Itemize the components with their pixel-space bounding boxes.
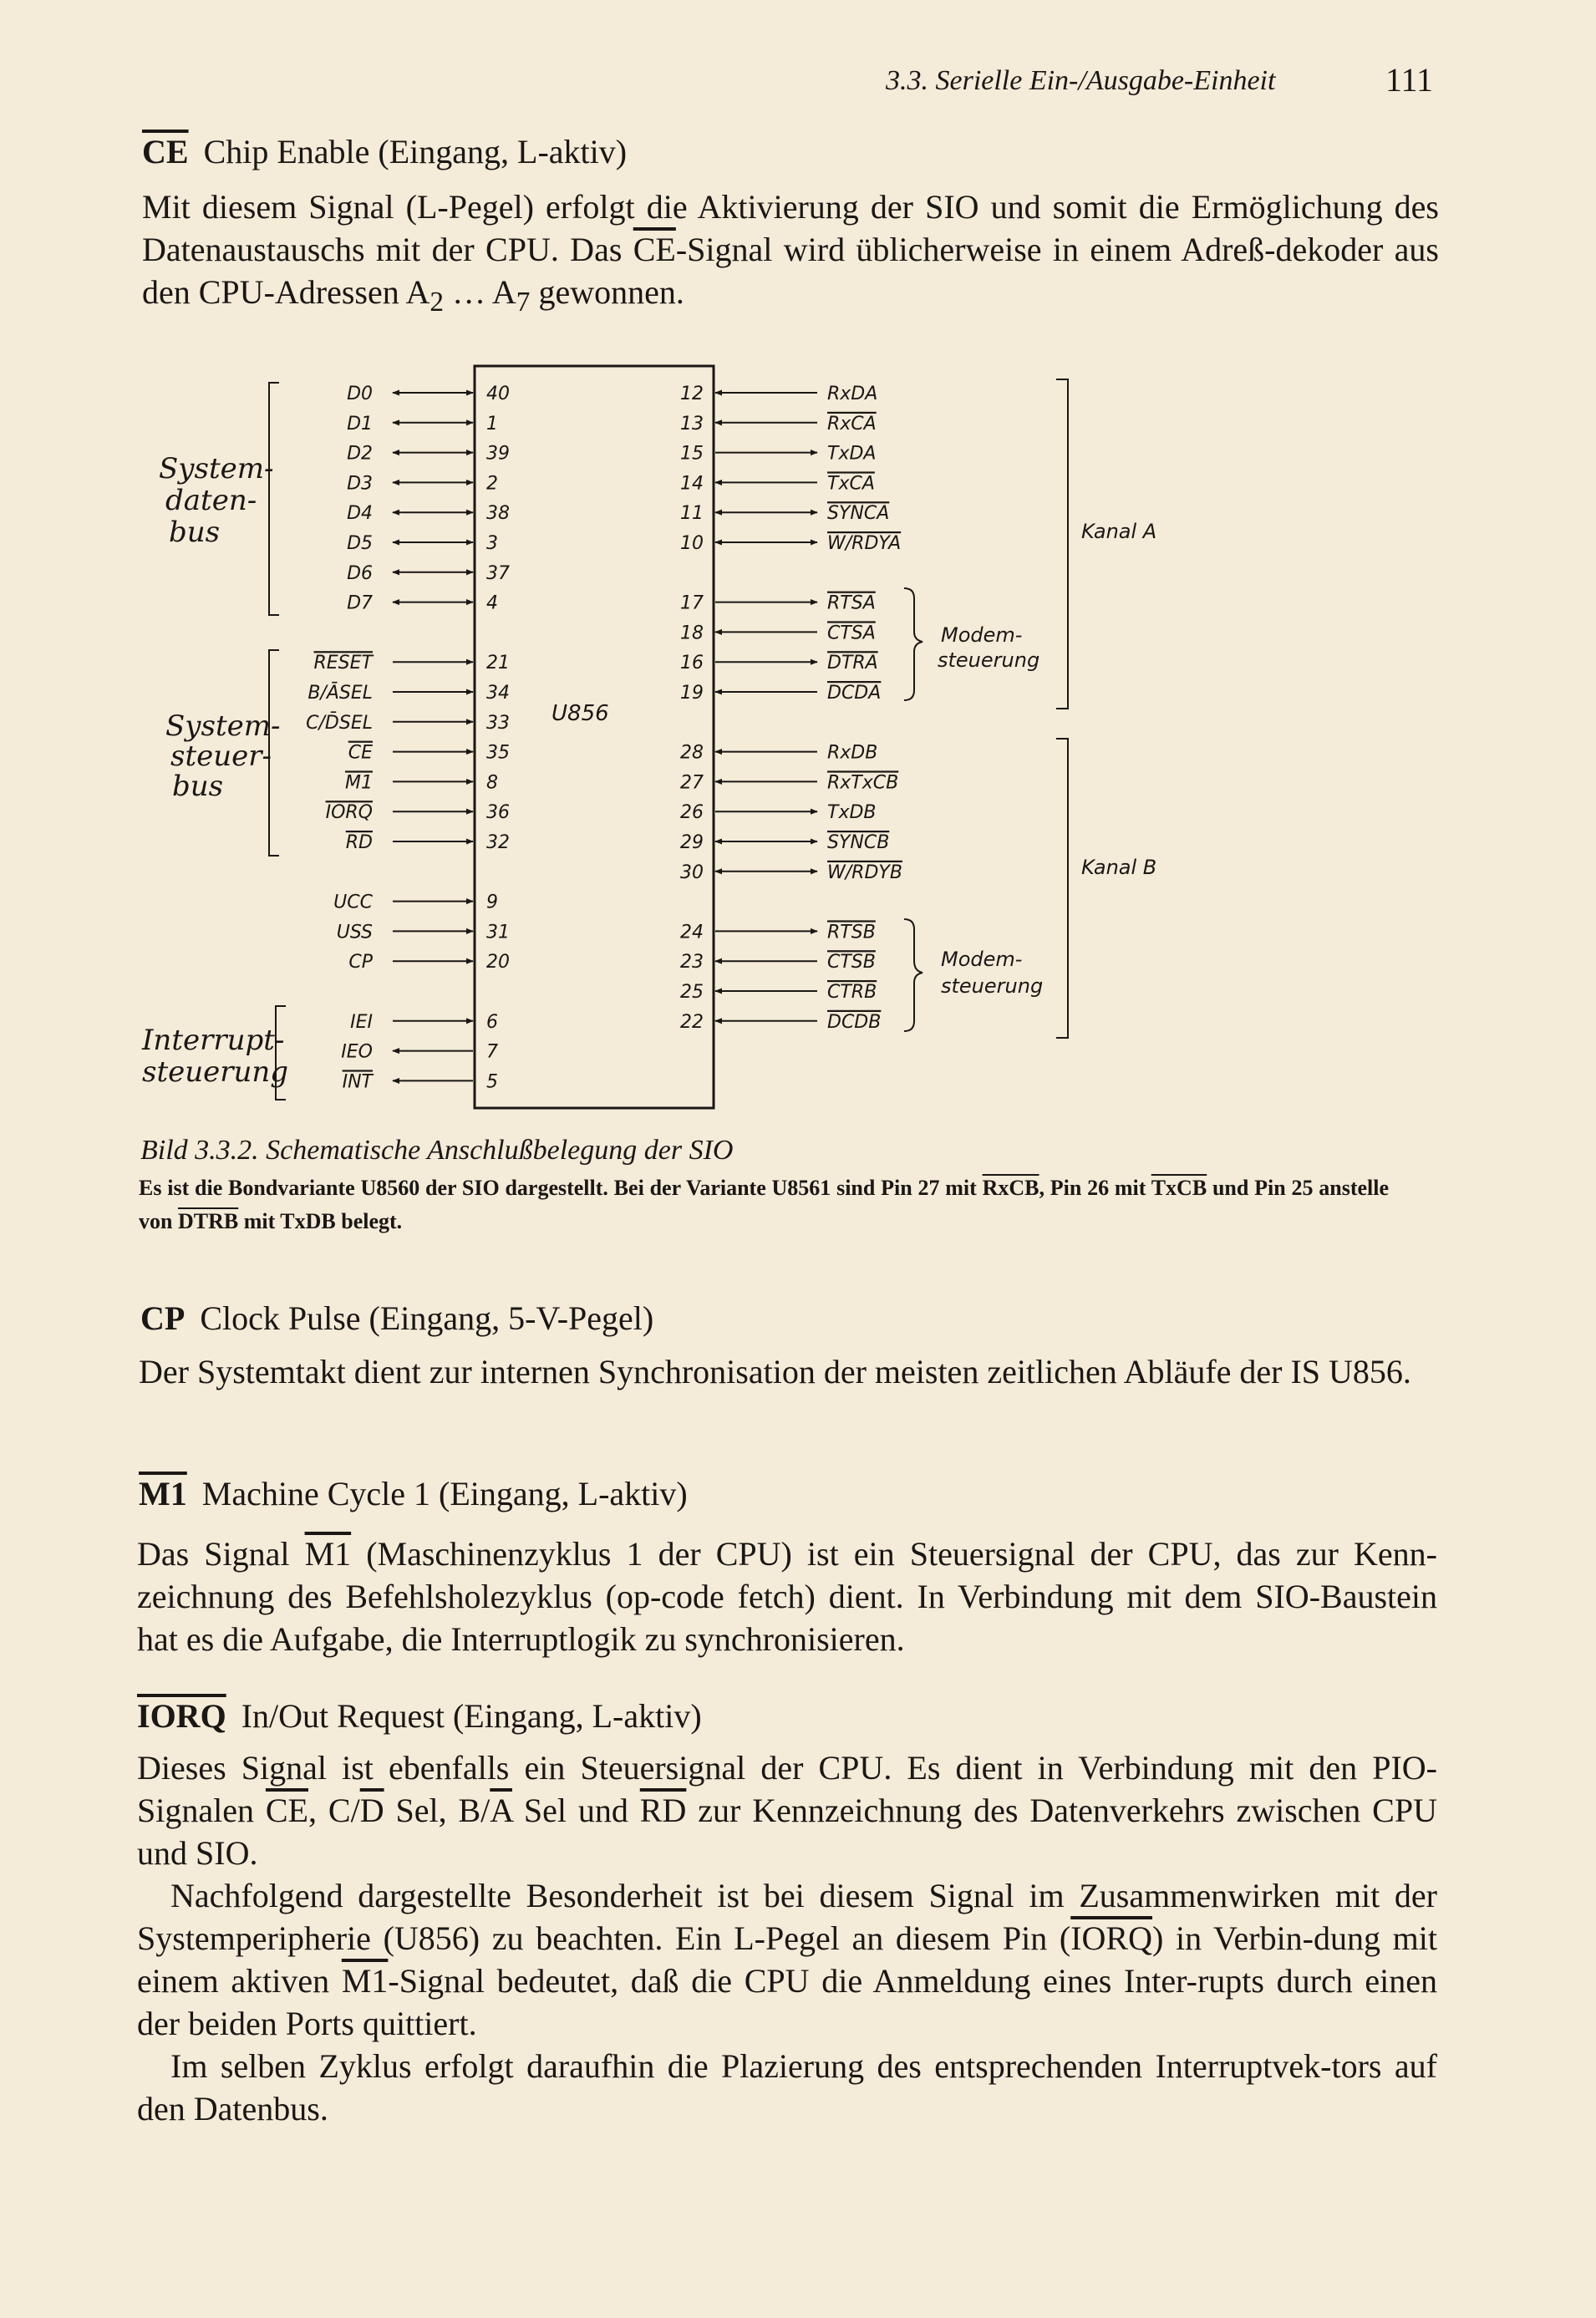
pin-number-36: 36 — [486, 802, 510, 824]
pin-signal-26: TxDB — [827, 802, 877, 824]
pin-signal-16: DTRA — [827, 653, 878, 674]
ce-sub-2: 2 — [429, 287, 445, 318]
cp-description — [139, 1350, 1437, 1393]
pin-signal-35: CE — [348, 742, 373, 764]
pin-signal-20: CP — [348, 952, 373, 973]
iorq-paragraph-1 — [137, 1746, 1437, 1874]
pin-number-1: 1 — [486, 413, 498, 435]
pin-number-2: 2 — [486, 473, 498, 495]
modem-a-label-1: Modem- — [941, 623, 1023, 647]
pin-number-12: 12 — [680, 384, 704, 404]
figure-caption-text — [139, 1172, 1389, 1238]
pin-signal-6: IEI — [350, 1011, 373, 1033]
group-label-daten-2: daten- — [165, 484, 257, 517]
pin-signal-17: RTSA — [827, 592, 876, 614]
ce-signal-name: $\overline{CE}$ — [142, 133, 189, 170]
iorq-p2-c: -Signal bedeutet, daß die CPU die Anmeldung eines Inter-rupts durch einen der beiden Ports quittiert. — [137, 1962, 1438, 2042]
pin-number-15: 15 — [680, 443, 704, 465]
chip-body — [475, 366, 714, 1108]
pin-number-22: 22 — [680, 1011, 704, 1033]
caption-ol-txcb: TxCB — [1151, 1176, 1207, 1200]
caption-ol-dtrb: DTRB — [177, 1209, 239, 1233]
modem-b-brace — [904, 919, 923, 1031]
daten-bracket — [269, 383, 279, 615]
iorq-p1-ol-d: $\overline{D}$ — [359, 1792, 384, 1829]
figure-caption-title: Bild 3.3.2. Schematische Anschlußbelegung der SIO — [140, 1135, 734, 1166]
group-label-daten-1: System- — [159, 452, 274, 485]
iorq-p1-ol-a: $\overline{A}$ — [490, 1792, 512, 1829]
pin-signal-32: RD — [345, 832, 373, 853]
pin-signal-36: IORQ — [325, 802, 373, 824]
kanal-a-bracket — [1056, 379, 1068, 709]
pin-number-10: 10 — [680, 533, 704, 554]
pin-signal-34: B/ĀSEL — [308, 683, 373, 704]
pin-signal-7: IEO — [341, 1041, 373, 1063]
group-label-steuer-2: steuer- — [170, 740, 272, 773]
pin-signal-38: D4 — [347, 503, 373, 525]
iorq-p2-a: Nachfolgend dargestellte Besonderheit ist bei diesem Signal im Zusammenwirken mit der Systemperipherie (U856) zu beachten. Ein L-Pegel an diesem Pin ( — [137, 1877, 1437, 1957]
m1-text-b: (Maschinenzyklus 1 der CPU) ist ein Steuersignal der CPU, das zur Kenn-zeichnung des Befehlsholezyklus (op-code fetch) dient. In Verbindung mit dem SIO-Baustein hat es die Aufgabe, die Interruptlogik zu synchronisieren. — [137, 1535, 1437, 1658]
pin-signal-14: TxCA — [827, 473, 875, 495]
m1-description — [137, 1533, 1437, 1660]
modem-a-brace — [904, 588, 923, 700]
left-pin-group — [306, 384, 510, 1092]
pin-number-26: 26 — [680, 802, 704, 824]
pin-number-21: 21 — [486, 653, 510, 674]
pin-number-29: 29 — [680, 832, 704, 853]
pin-number-40: 40 — [486, 384, 510, 404]
pin-number-14: 14 — [680, 473, 704, 495]
pin-number-27: 27 — [680, 772, 704, 794]
ce-text-b: -Signal wird üblicherweise in einem Adreß-dekoder aus den CPU-Adressen A — [142, 231, 1439, 311]
ce-text-c: … A — [444, 273, 516, 311]
pin-signal-10: W/RDYA — [827, 533, 902, 554]
pin-number-16: 16 — [680, 653, 704, 674]
pin-number-4: 4 — [486, 592, 498, 614]
iorq-signal-name: IORQ — [137, 1697, 226, 1735]
pin-number-39: 39 — [486, 443, 510, 465]
modem-b-label-1: Modem- — [941, 948, 1023, 971]
pin-number-32: 32 — [486, 832, 510, 853]
iorq-p1-e: zur Kennzeichnung des Datenverkehrs zwischen CPU und SIO. — [137, 1792, 1437, 1872]
pin-number-8: 8 — [486, 772, 498, 794]
cp-title: Clock Pulse (Eingang, 5-V-Pegel) — [200, 1299, 654, 1337]
pin-number-3: 3 — [486, 533, 498, 554]
caption-b: , Pin 26 mit — [1039, 1176, 1151, 1200]
pin-number-18: 18 — [680, 623, 704, 644]
m1-signal-name: M1 — [139, 1475, 187, 1512]
pin-signal-9: UCC — [333, 892, 373, 913]
ce-text-d: gewonnen. — [530, 273, 684, 311]
iorq-description — [137, 1746, 1437, 2130]
pin-number-23: 23 — [680, 952, 704, 973]
iorq-p1-ol-ce: $\overline{CE}$ — [265, 1792, 308, 1829]
pin-number-6: 6 — [486, 1011, 498, 1033]
caption-d: mit TxDB belegt. — [238, 1209, 403, 1233]
pin-number-5: 5 — [486, 1071, 498, 1093]
chip-label: U856 — [551, 701, 609, 726]
pin-number-20: 20 — [486, 952, 510, 973]
pin-signal-5: INT — [342, 1071, 373, 1093]
page-number: 111 — [1385, 61, 1434, 99]
pin-number-13: 13 — [680, 413, 704, 435]
iorq-p1-d: Sel und — [511, 1792, 640, 1829]
pin-number-28: 28 — [680, 742, 704, 764]
cp-signal-name: CP — [140, 1299, 186, 1337]
kanal-b-label: Kanal B — [1081, 856, 1157, 879]
pin-signal-30: W/RDYB — [827, 862, 902, 883]
modem-a-label-2: steuerung — [938, 648, 1040, 672]
m1-text-ol: M1 — [304, 1535, 352, 1573]
iorq-paragraph-3: Im selben Zyklus erfolgt daraufhin die Plazierung des entsprechenden Interruptvek-tors auf den Datenbus. — [137, 2047, 1437, 2127]
caption-ol-rxcb: RxCB — [982, 1176, 1039, 1200]
pin-signal-25: CTRB — [827, 982, 877, 1003]
running-header-title: 3.3. Serielle Ein-/Ausgabe-Einheit — [886, 65, 1276, 96]
group-label-steuer-3: bus — [172, 770, 224, 803]
kanal-a-label: Kanal A — [1081, 520, 1157, 543]
iorq-p1-ol-rd: $\overline{RD}$ — [639, 1792, 687, 1829]
pin-signal-8: M1 — [345, 772, 373, 794]
pin-number-34: 34 — [486, 683, 510, 704]
iorq-paragraph-2 — [137, 1874, 1437, 2045]
pin-signal-28: RxDB — [827, 742, 878, 764]
pin-number-19: 19 — [680, 683, 704, 704]
group-label-int-1: Interrupt- — [142, 1024, 285, 1057]
caption-a: Es ist die Bondvariante U8560 der SIO dargestellt. Bei der Variante U8561 sind Pin 27 mit — [139, 1176, 983, 1200]
m1-text-a: Das Signal — [137, 1535, 305, 1573]
kanal-b-bracket — [1056, 739, 1068, 1038]
m1-heading — [139, 1474, 688, 1513]
iorq-heading — [137, 1696, 702, 1736]
pin-number-7: 7 — [486, 1041, 498, 1063]
pin-number-31: 31 — [486, 922, 510, 943]
iorq-p2-ol-iorq: IORQ — [1070, 1919, 1152, 1957]
pin-signal-21: RESET — [313, 653, 373, 674]
pin-signal-13: RxCA — [827, 413, 877, 435]
iorq-title: In/Out Request (Eingang, L-aktiv) — [241, 1697, 702, 1735]
pin-number-9: 9 — [486, 892, 498, 913]
pin-signal-1: D1 — [347, 413, 373, 435]
pin-signal-15: TxDA — [827, 443, 877, 465]
pin-number-37: 37 — [486, 562, 510, 584]
pin-signal-27: RxTxCB — [827, 772, 899, 794]
pin-number-33: 33 — [486, 712, 510, 734]
pin-signal-18: CTSA — [827, 623, 876, 644]
iorq-p1-c: Sel, B/ — [384, 1792, 490, 1829]
pin-signal-33: C/D̄SEL — [306, 712, 373, 734]
pin-signal-37: D6 — [347, 562, 373, 584]
pin-signal-23: CTSB — [827, 952, 876, 973]
group-label-daten-3: bus — [169, 516, 221, 549]
pin-number-24: 24 — [680, 922, 704, 943]
pin-signal-40: D0 — [347, 384, 373, 404]
pin-number-35: 35 — [486, 742, 510, 764]
ce-title: Chip Enable (Eingang, L-aktiv) — [203, 133, 628, 170]
pin-number-17: 17 — [680, 592, 704, 614]
m1-title: Machine Cycle 1 (Eingang, L-aktiv) — [201, 1475, 688, 1512]
pin-signal-24: RTSB — [827, 922, 876, 943]
iorq-p1-a: Dieses Signal ist ebenfalls ein Steuersignal der CPU. Es dient in Verbindung mit den PIO-Signalen — [137, 1749, 1437, 1829]
ce-text-ol: $\overline{CE}$ — [633, 231, 676, 268]
pin-signal-4: D7 — [347, 592, 373, 614]
pin-number-38: 38 — [486, 503, 510, 525]
modem-b-label-2: steuerung — [941, 974, 1044, 998]
iorq-p2-ol-m1: M1 — [341, 1962, 389, 2000]
pin-number-11: 11 — [680, 503, 704, 525]
pin-signal-3: D5 — [347, 533, 373, 554]
iorq-p1-b: , C/ — [308, 1792, 360, 1829]
cp-text: Der Systemtakt dient zur internen Synchronisation der meisten zeitlichen Abläufe der IS U856. — [139, 1353, 1411, 1390]
pin-signal-12: RxDA — [827, 384, 878, 404]
group-label-int-2: steuerung — [142, 1055, 289, 1089]
ce-sub-7: 7 — [516, 287, 531, 318]
pin-signal-31: USS — [336, 922, 373, 943]
pin-signal-39: D2 — [347, 443, 373, 465]
pin-signal-19: DCDA — [827, 683, 882, 704]
pin-number-30: 30 — [680, 862, 704, 883]
pin-signal-29: SYNCB — [827, 832, 890, 853]
ce-text-a: Mit diesem Signal (L-Pegel) erfolgt die Aktivierung der SIO und somit die Ermöglichung des Datenaustauschs mit der CPU. Das — [142, 188, 1439, 268]
pin-signal-2: D3 — [347, 473, 373, 495]
caption-c: und Pin 25 anstelle von — [139, 1176, 1390, 1233]
pin-number-25: 25 — [680, 982, 704, 1003]
group-label-steuer-1: System- — [165, 709, 281, 743]
pin-signal-11: SYNCA — [827, 503, 890, 525]
pin-signal-22: DCDB — [827, 1011, 882, 1033]
iorq-p2-b: ) in Verbin-dung mit einem aktiven — [137, 1919, 1438, 2000]
cp-heading — [140, 1299, 653, 1338]
